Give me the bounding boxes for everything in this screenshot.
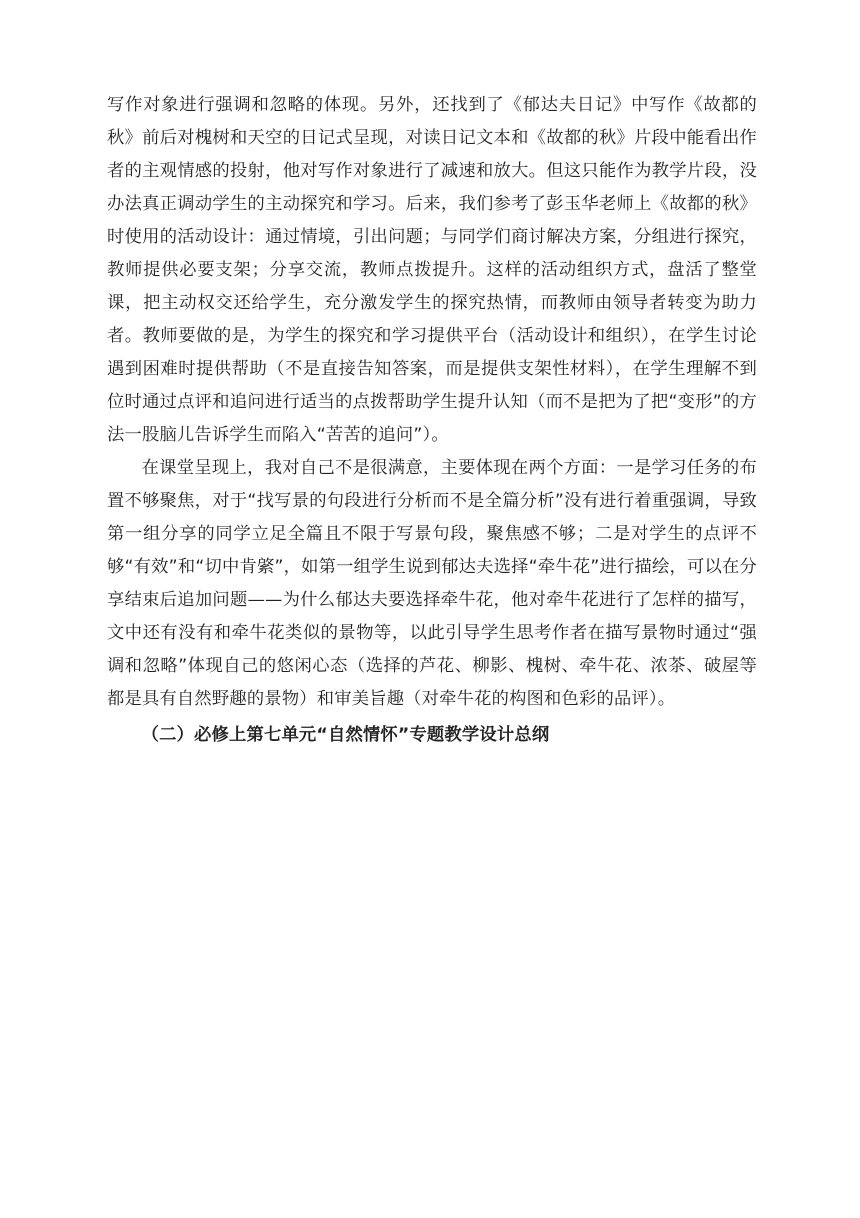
body-paragraph-reflection: 在课堂呈现上，我对自己不是很满意，主要体现在两个方面：一是学习任务的布置不够聚焦，对于“找写景的句段进行分析而不是全篇分析”没有进行着重强调，导致第一组分享的同学立足全篇且不限于写景句段，聚焦感不够；二是对学生的点评不够“有效”和“切中肯綮”，如第一组学生说到郁达夫选择“牵牛花”进行描绘，可以在分享结束后追加问题——为什么郁达夫要选择牵牛花，他对牵牛花进行了怎样的描写，文中还有没有和牵牛花类似的景物等，以此引导学生思考作者在描写景物时通过“强调和忽略”体现自己的悠闲心态（选择的芦花、柳影、槐树、牵牛花、浓茶、破屋等都是具有自然野趣的景物）和审美旨趣（对牵牛花的构图和色彩的品评）。 <box>107 458 757 709</box>
document-page <box>107 89 757 752</box>
section-heading: （二）必修上第七单元“自然情怀”专题教学设计总纲 <box>141 725 550 745</box>
body-paragraph-continued: 写作对象进行强调和忽略的体现。另外，还找到了《郁达夫日记》中写作《故都的秋》前后对槐树和天空的日记式呈现，对读日记文本和《故都的秋》片段中能看出作者的主观情感的投射，他对写作对象进行了减速和放大。但这只能作为教学片段，没办法真正调动学生的主动探究和学习。后来，我们参考了彭玉华老师上《故都的秋》时使用的活动设计：通过情境，引出问题；与同学们商讨解决方案，分组进行探究，教师提供必要支架；分享交流，教师点拨提升。这样的活动组织方式，盘活了整堂课，把主动权交还给学生，充分激发学生的探究热情，而教师由领导者转变为助力者。教师要做的是，为学生的探究和学习提供平台（活动设计和组织），在学生讨论遇到困难时提供帮助（不是直接告知答案，而是提供支架性材料），在学生理解不到位时通过点评和追问进行适当的点拨帮助学生提升认知（而不是把为了把“变形”的方法一股脑儿告诉学生而陷入“苦苦的追问”）。 <box>107 95 757 445</box>
